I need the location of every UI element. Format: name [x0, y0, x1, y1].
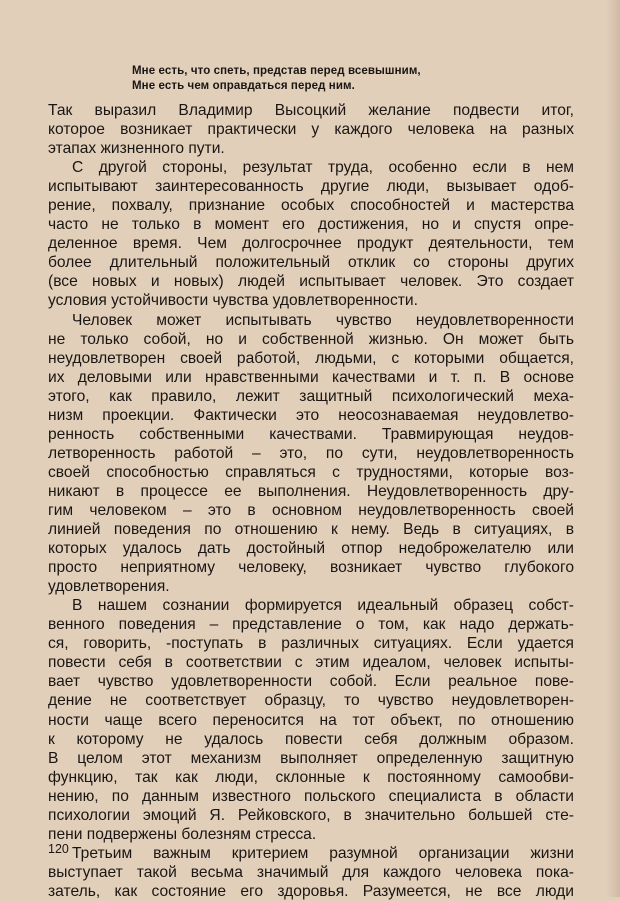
text-line: дение не соответствует образцу, то чувство неудовлетворен- — [48, 692, 574, 710]
text-line: повести себя в соответствии с этим идеалом, человек испыты- — [48, 654, 574, 672]
text-line: ренность собственными качествами. Травмирующая неудов- — [48, 425, 574, 443]
text-line: никают в процессе ее выполнения. Неудовлетворенность дру- — [48, 482, 574, 500]
text-line: функцию, так как люди, склонные к постоянному самообви- — [48, 768, 574, 786]
text-line: рение, похвалу, признание особых способностей и мастерства — [48, 197, 574, 215]
text-line: своей способностью справляться с трудностями, которые воз- — [48, 463, 574, 481]
text-line: к которому не удалось повести себя должным образом. — [48, 730, 574, 748]
body-text — [48, 101, 574, 901]
text-line: ности чаще всего переносится на тот объект, по отношению — [48, 711, 574, 729]
text-line: не только собой, но и собственной жизнью. Он может быть — [48, 330, 574, 348]
text-line: Третьим важным критерием разумной организации жизни — [72, 844, 574, 862]
epigraph — [132, 64, 572, 94]
text-line: испытывают заинтересованность другие люди, вызывает одоб- — [48, 178, 574, 196]
page-number: 120 — [48, 842, 69, 856]
text-line: этапах жизненного пути. — [48, 140, 225, 158]
page-edge-shadow — [606, 0, 620, 897]
text-line: С другой стороны, результат труда, особенно если в нем — [72, 159, 574, 177]
text-line: В нашем сознании формируется идеальный образец собст- — [72, 597, 574, 615]
text-line: Человек может испытывать чувство неудовлетворенности — [72, 311, 574, 329]
text-line: венного поведения – представление о том, как надо держать- — [48, 616, 574, 634]
text-line: более длительный положительный отклик со стороны других — [48, 254, 574, 272]
text-line: которое возникает практически у каждого человека на разных — [48, 121, 574, 139]
text-line: низм проекции. Фактически это неосознаваемая неудовлетво- — [48, 406, 574, 424]
text-line: Так выразил Владимир Высоцкий желание подвести итог, — [48, 102, 574, 119]
epigraph-line: Мне есть, что спеть, представ перед всевышним, — [132, 65, 421, 77]
text-line: их деловыми или нравственными качествами и т. п. В основе — [48, 368, 574, 386]
text-line: нению, по данным известного польского специалиста в области — [48, 787, 574, 805]
epigraph-line: Мне есть чем оправдаться перед ним. — [132, 80, 355, 92]
text-line: деленное время. Чем долгосрочнее продукт деятельности, тем — [48, 235, 574, 253]
text-line: удовлетворения. — [48, 578, 170, 596]
text-line: ся, говорить, -поступать в различных ситуациях. Если удается — [48, 635, 574, 653]
text-line: неудовлетворен своей работой, людьми, с которыми общается, — [48, 349, 574, 367]
text-line: вает чувство удовлетворенности собой. Если реальное пове- — [48, 673, 574, 691]
text-line: линией поведения по отношению к нему. Ведь в ситуациях, в — [48, 521, 574, 539]
text-line: условия устойчивости чувства удовлетворенности. — [48, 292, 418, 310]
text-line: пени подвержены болезням стресса. — [48, 825, 317, 843]
text-line: выступает такой весьма значимый для каждого человека пока- — [48, 863, 574, 881]
text-line: В целом этот механизм выполняет определенную защитную — [48, 749, 574, 767]
text-line: просто неприятному человеку, возникает чувство глубокого — [48, 559, 574, 577]
text-line: затель, как состояние его здоровья. Разумеется, не все люди — [48, 882, 574, 900]
text-line: гим человеком – это в основном неудовлетворенность своей — [48, 501, 574, 519]
text-line: психологии эмоций Я. Рейковского, в значительно большей сте- — [48, 806, 574, 824]
text-line: (все новых и новых) людей испытывает человек. Это создает — [48, 273, 574, 291]
text-line: часто не только в момент его достижения, но и спустя опре- — [48, 216, 574, 234]
text-line: которых удалось дать достойный отпор недоброжелателю или — [48, 540, 574, 558]
text-line: этого, как правило, лежит защитный психологический меха- — [48, 387, 574, 405]
text-line: летворенность работой – это, по сути, неудовлетворенность — [48, 444, 574, 462]
